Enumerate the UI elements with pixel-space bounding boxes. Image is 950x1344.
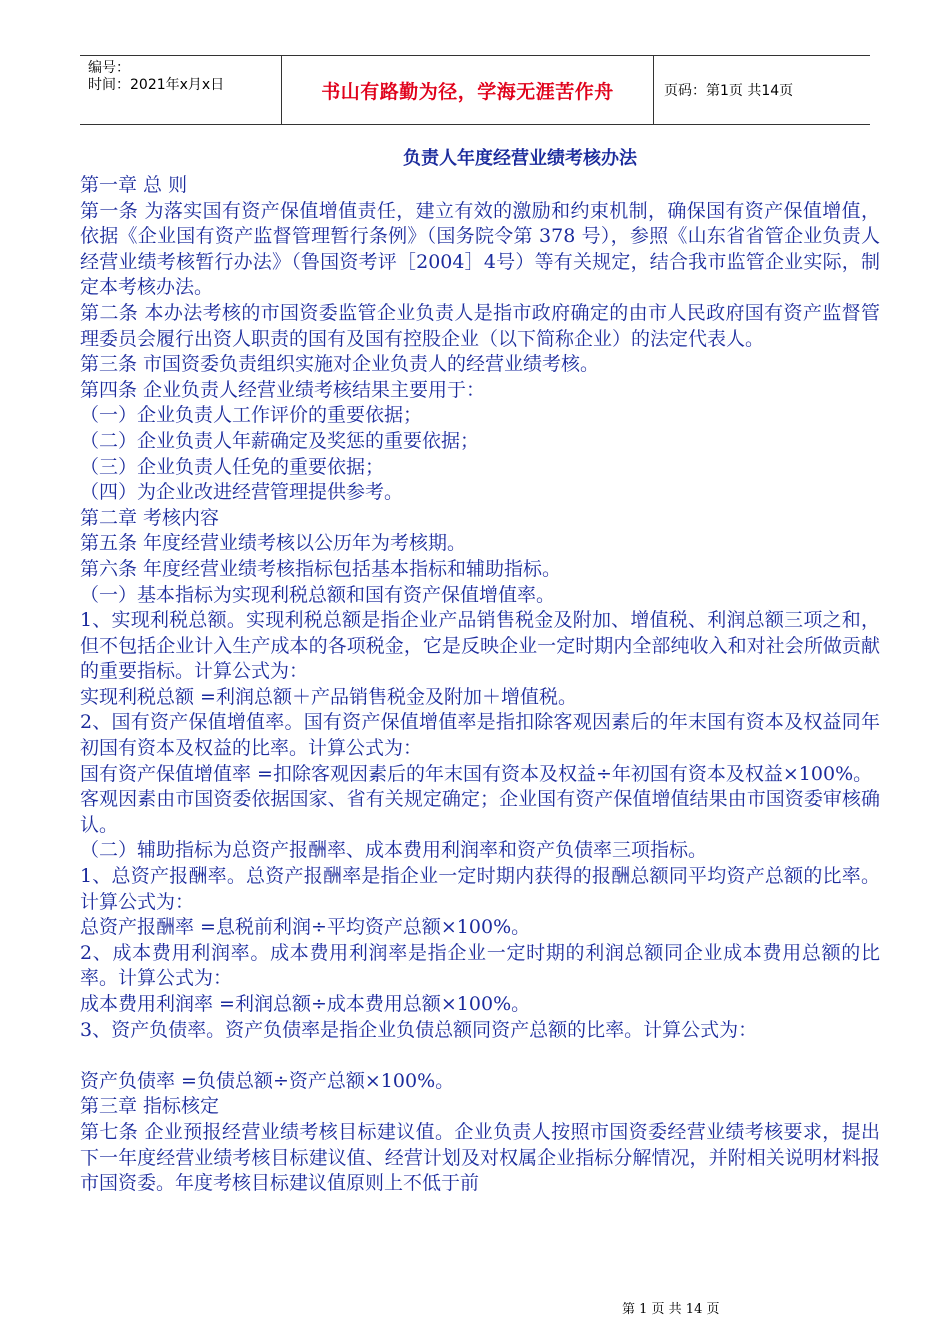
chapter-heading: 第三章 指标核定 [80,1095,220,1118]
page-footer: 第 1 页 共 14 页 [622,1302,720,1317]
formula-line: 成本费用利润率 =利润总额÷成本费用总额×100%。 [80,993,531,1015]
list-item: （四）为企业改进经营管理提供参考。 [80,481,404,504]
header-page-info: 页码：第1页 共14页 [664,83,794,99]
article-paragraph: 第四条 企业负责人经营业绩考核结果主要用于： [80,378,486,401]
article-paragraph: 第二条 本办法考核的市国资委监管企业负责人是指市政府确定的由市人民政府国有资产监督管理委员会履行出资人职责的国有及国有控股企业（以下简称企业）的法定代表人。 [80,301,880,350]
article-paragraph: 第六条 年度经营业绩考核指标包括基本指标和辅助指标。 [80,557,562,580]
header-meta-cell [80,56,281,124]
header-table [80,55,870,125]
list-item: （一）基本指标为实现利税总额和国有资产保值增值率。 [80,583,556,606]
indicator-paragraph: 1、总资产报酬率。总资产报酬率是指企业一定时期内获得的报酬总额同平均资产总额的比率。计算公式为： [80,865,880,913]
formula-line: 资产负债率 =负债总额÷资产总额×100%。 [80,1069,455,1092]
document-body [80,145,880,1197]
document-number-label: 编号： [88,60,130,76]
list-item: （二）辅助指标为总资产报酬率、成本费用利润率和资产负债率三项指标。 [80,839,708,862]
header-motto: 书山有路勤为径，学海无涯苦作舟 [321,80,614,103]
article-paragraph: 客观因素由市国资委依据国家、省有关规定确定；企业国有资产保值增值结果由市国资委审核确认。 [80,788,880,836]
article-paragraph: 第三条 市国资委负责组织实施对企业负责人的经营业绩考核。 [80,353,600,376]
formula-line: 总资产报酬率 =息税前利润÷平均资产总额×100%。 [80,916,531,939]
indicator-paragraph: 3、资产负债率。资产负债率是指企业负债总额同资产总额的比率。计算公式为： [80,1018,758,1041]
list-item: （三）企业负责人任免的重要依据； [80,455,385,478]
article-paragraph: 第七条 企业预报经营业绩考核目标建议值。企业负责人按照市国资委经营业绩考核要求，提出下一年度经营业绩考核目标建议值、经营计划及对权属企业指标分解情况，并附相关说明材料报市国资委。年度考核目标建议值原则上不低于前 [80,1120,880,1195]
indicator-paragraph: 2、国有资产保值增值率。国有资产保值增值率是指扣除客观因素后的年末国有资本及权益同年初国有资本及权益的比率。计算公式为： [80,711,880,760]
formula-line: 实现利税总额 =利润总额＋产品销售税金及附加＋增值税。 [80,685,577,708]
chapter-heading: 第一章 总 则 [80,174,188,196]
formula-line: 国有资产保值增值率 =扣除客观因素后的年末国有资本及权益÷年初国有资本及权益×100%。 [80,762,873,785]
blank-line [80,1043,880,1069]
header-motto-cell [281,56,654,124]
document-time-label: 时间：2021年x月x日 [88,77,225,93]
indicator-paragraph: 2、成本费用利润率。成本费用利润率是指企业一定时期的利润总额同企业成本费用总额的比率。计算公式为： [80,941,880,990]
list-item: （二）企业负责人年薪确定及奖惩的重要依据； [80,429,480,452]
document-title: 负责人年度经营业绩考核办法 [403,148,637,169]
article-paragraph: 第五条 年度经营业绩考核以公历年为考核期。 [80,532,467,555]
header-page-cell [654,56,870,124]
list-item: （一）企业负责人工作评价的重要依据； [80,404,423,427]
article-paragraph: 第一条 为落实国有资产保值增值责任，建立有效的激励和约束机制，确保国有资产保值增值，依据《企业国有资产监督管理暂行条例》（国务院令第 378 号），参照《山东省省管企业负责人经营业绩考核暂行办法》（鲁国资考评［2004］4号）等有关规定，结合我市监管企业实际，制定本考核办法。 [80,199,880,299]
indicator-paragraph: 1、实现利税总额。实现利税总额是指企业产品销售税金及附加、增值税、利润总额三项之和， 但不包括企业计入生产成本的各项税金，它是反映企业一定时期内全部纯收入和对社会所做贡献的重要指标。计算公式为： [80,609,880,683]
chapter-heading: 第二章 考核内容 [80,506,220,529]
